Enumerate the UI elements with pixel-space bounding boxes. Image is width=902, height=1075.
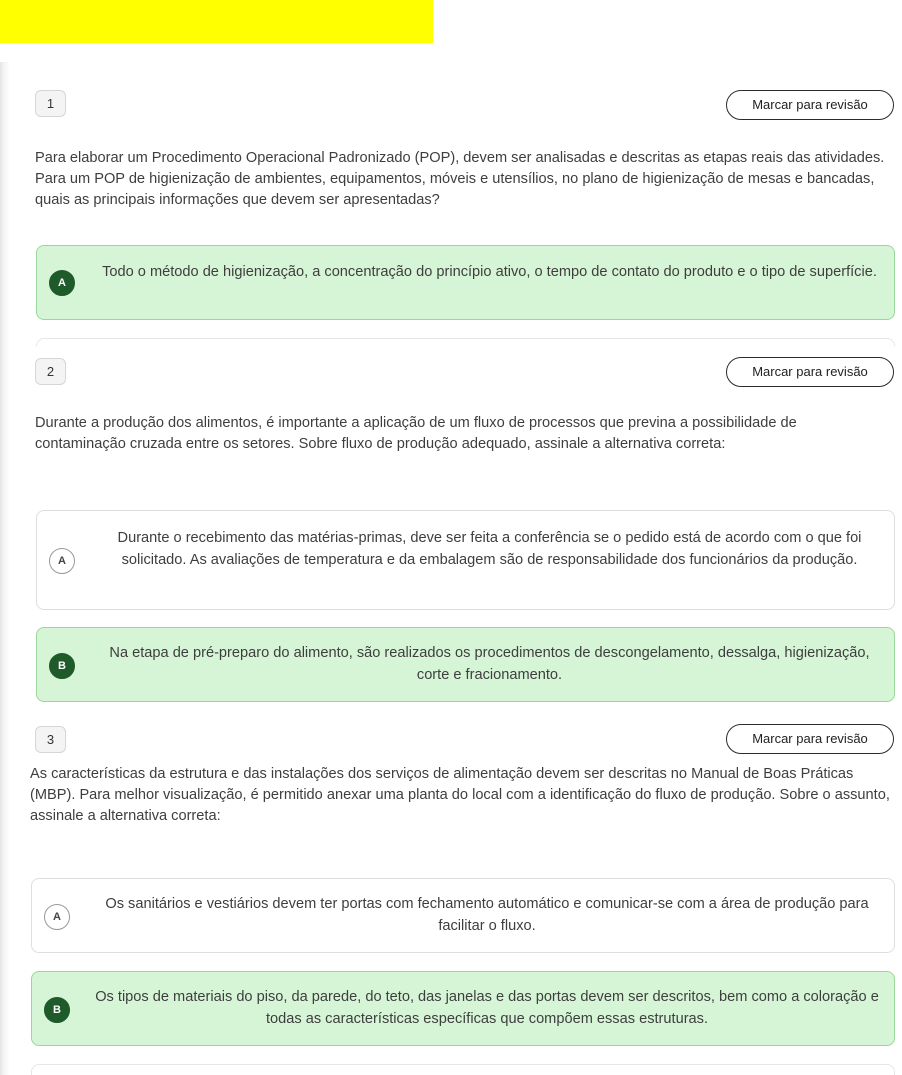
card-left-border — [0, 712, 10, 1075]
option-letter-badge: B — [44, 997, 70, 1023]
option-c[interactable] — [31, 1064, 895, 1075]
option-a[interactable] — [36, 510, 895, 610]
question-text: Durante a produção dos alimentos, é importante a aplicação de um fluxo de processos que previna a possibilidade de contaminação cruzada entre os setores. Sobre fluxo de produção adequado, assinale a alternativa correta: — [35, 415, 797, 452]
mark-for-review-button[interactable]: Marcar para revisão — [726, 357, 894, 387]
card-left-border — [0, 346, 10, 712]
question-text: Para elaborar um Procedimento Operacional Padronizado (POP), devem ser analisadas e descritas as etapas reais das atividades. Para um POP de higienização de ambientes, equipamentos, móveis e utensílios, no plano de higienização de mesas e bancadas, quais as principais informações que devem ser apresentadas? — [35, 150, 885, 208]
question-card-2 — [0, 346, 902, 712]
question-card-3 — [0, 712, 902, 1075]
option-letter-badge: A — [49, 270, 75, 296]
card-left-border — [0, 62, 10, 346]
question-number: 3 — [35, 726, 66, 753]
option-text: Todo o método de higienização, a concentração do princípio ativo, o tempo de contato do produto e o tipo de superfície. — [102, 264, 877, 280]
option-letter-badge: A — [49, 548, 75, 574]
mark-for-review-button[interactable]: Marcar para revisão — [726, 724, 894, 754]
option-b[interactable] — [31, 971, 895, 1046]
question-card-1 — [0, 62, 902, 346]
option-text: Os tipos de materiais do piso, da parede, do teto, das janelas e das portas devem ser descritos, bem como a coloração e todas as características específicas que compõem essas estruturas. — [95, 989, 879, 1027]
highlight-banner — [0, 0, 433, 43]
option-b[interactable] — [36, 338, 895, 346]
question-text: As características da estrutura e das instalações dos serviços de alimentação devem ser descritas no Manual de Boas Práticas (MBP). Para melhor visualização, é permitido anexar uma planta do local com a identificação do fluxo de produção. Sobre o assunto, assinale a alternativa correta: — [30, 766, 890, 824]
question-number: 2 — [35, 358, 66, 385]
option-text: Na etapa de pré-preparo do alimento, são realizados os procedimentos de descongelamento, dessalga, higienização, corte e fracionamento. — [109, 645, 870, 683]
option-text: Os sanitários e vestiários devem ter portas com fechamento automático e comunicar-se com a área de produção para facilitar o fluxo. — [105, 896, 869, 934]
option-letter-badge: A — [44, 904, 70, 930]
option-a[interactable] — [31, 878, 895, 953]
question-number: 1 — [35, 90, 66, 117]
option-b[interactable] — [36, 627, 895, 702]
option-a[interactable] — [36, 245, 895, 320]
option-letter-badge: B — [49, 653, 75, 679]
mark-for-review-button[interactable]: Marcar para revisão — [726, 90, 894, 120]
option-text: Durante o recebimento das matérias-primas, deve ser feita a conferência se o pedido está de acordo com o que foi solicitado. As avaliações de temperatura e da embalagem são de responsabilidade dos funcionários da produção. — [117, 530, 862, 568]
